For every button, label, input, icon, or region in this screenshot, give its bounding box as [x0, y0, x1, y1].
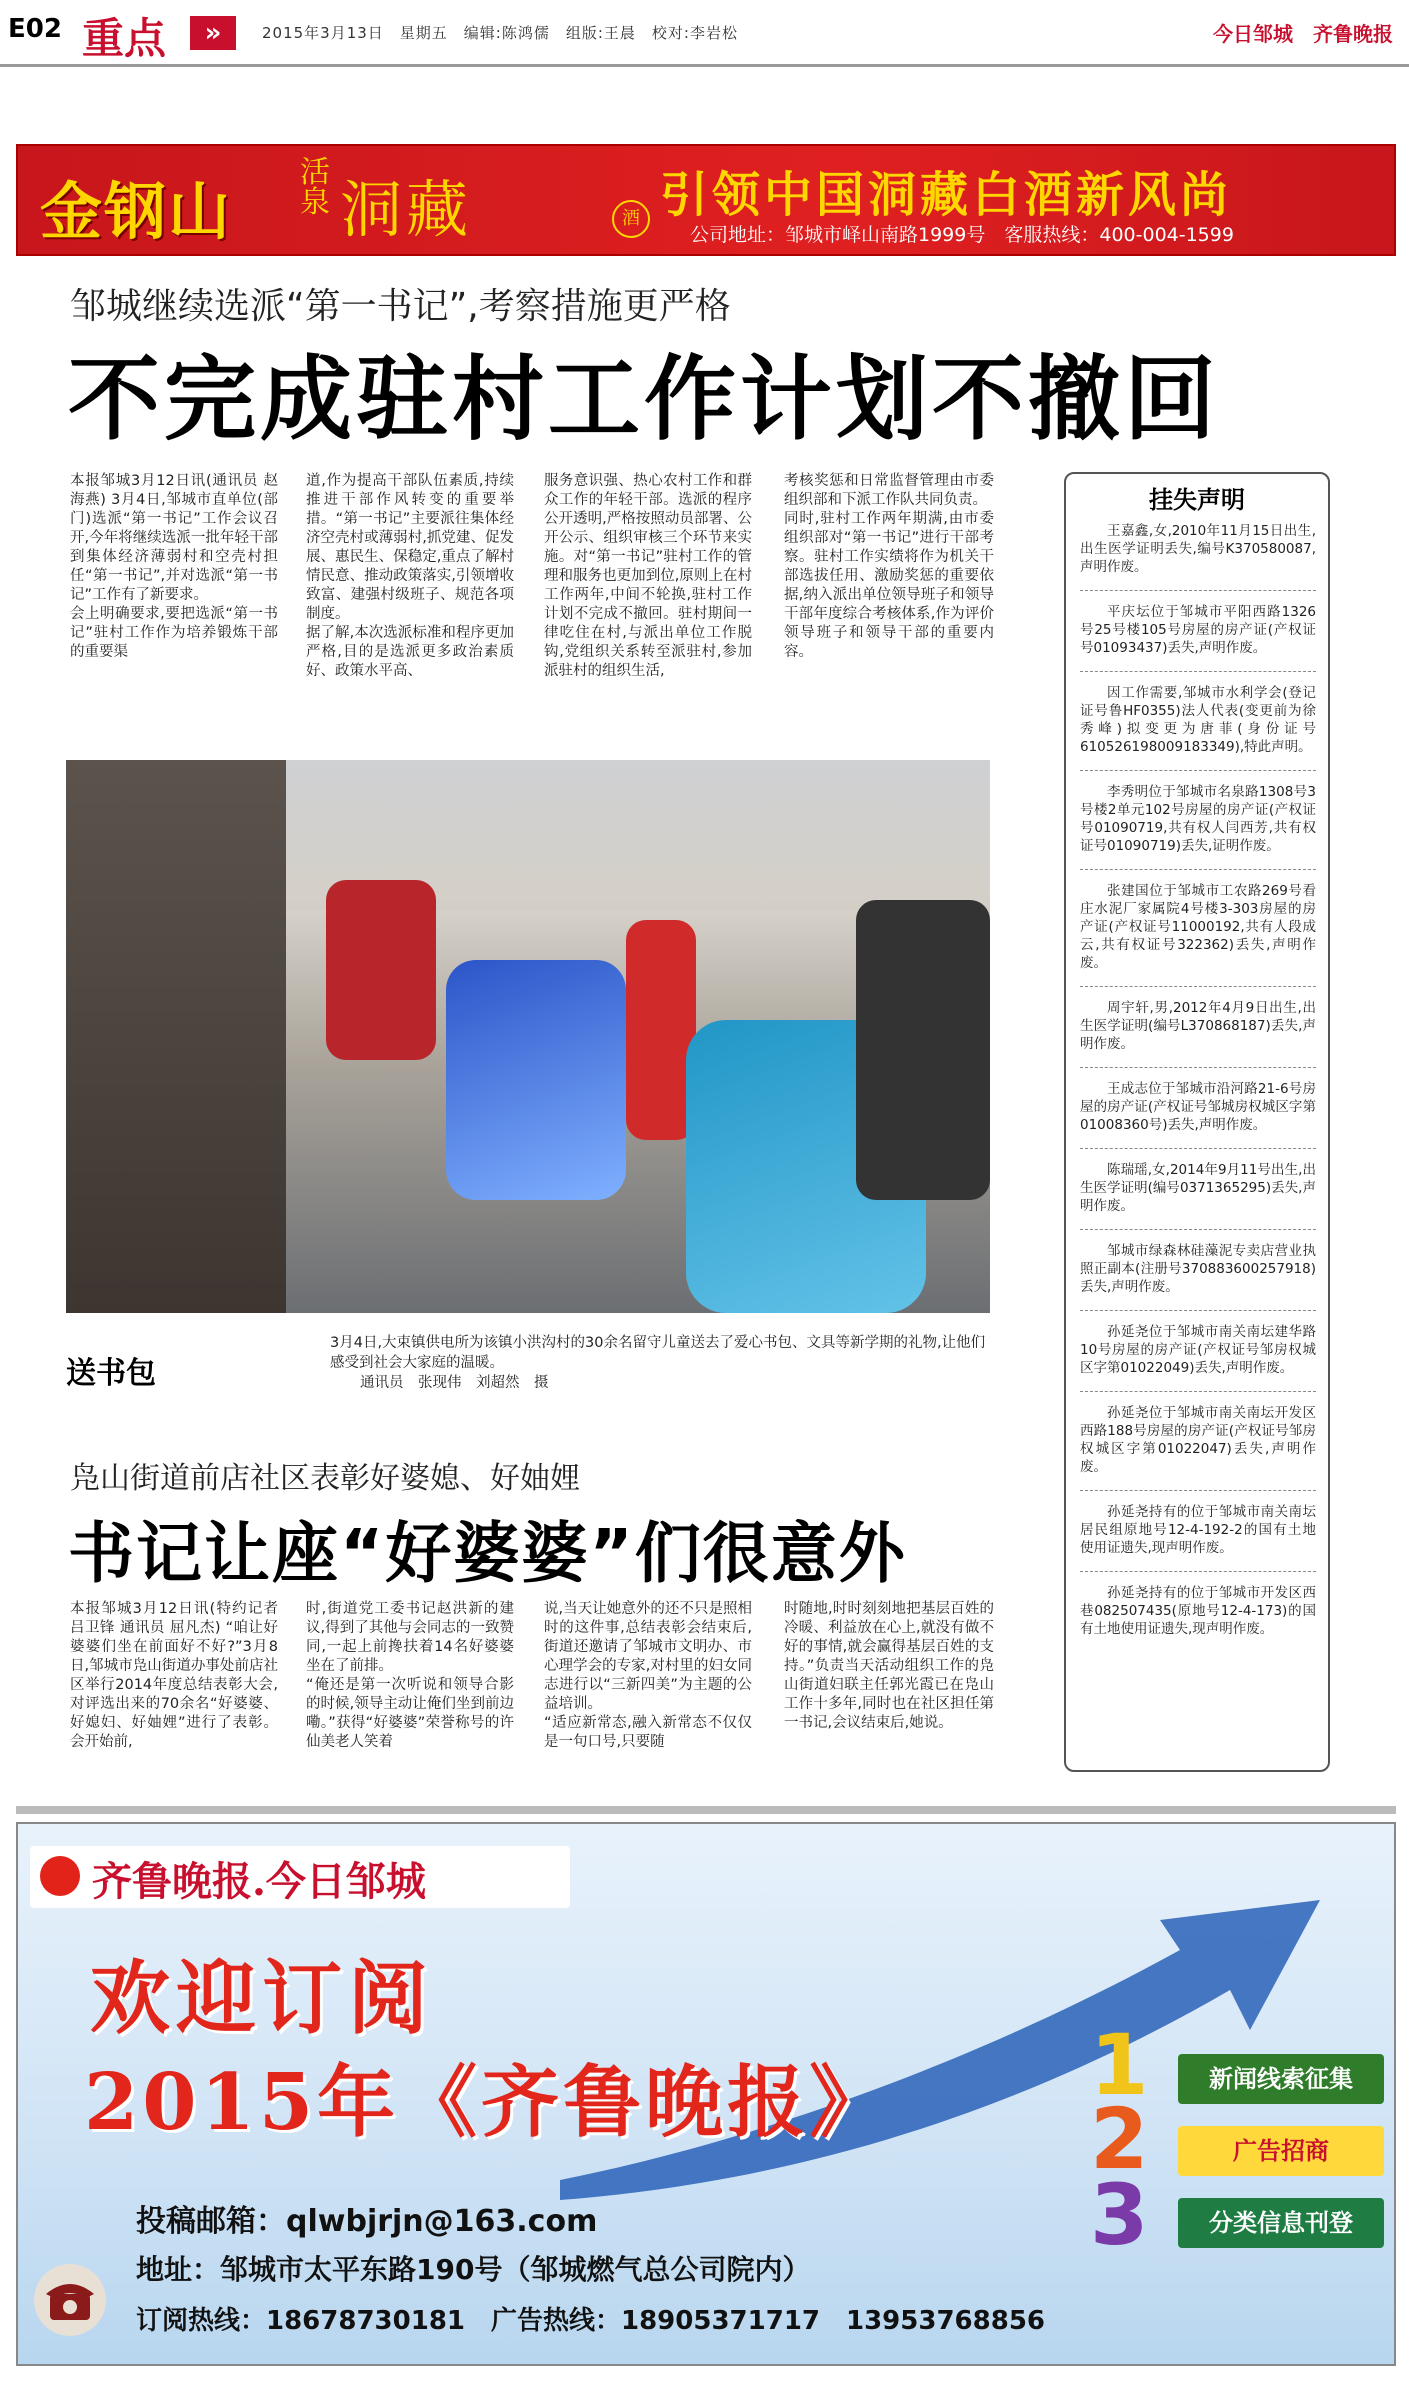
notice-item: 王嘉鑫,女,2010年11月15日出生,出生医学证明丢失,编号K370580087,声明作废。	[1080, 523, 1316, 575]
ad-hotline-row: 订阅热线：18678730181 广告热线：18905371717 13953768856	[136, 2306, 1045, 2336]
notice-list	[1080, 522, 1316, 1652]
tag-classified: 分类信息刊登	[1178, 2198, 1384, 2248]
ad-brand: 金钢山	[40, 175, 233, 248]
notice-divider	[1080, 1490, 1316, 1491]
notice-divider	[1080, 590, 1316, 591]
notice-divider	[1080, 1310, 1316, 1311]
ad-welcome: 欢迎订阅	[90, 1951, 434, 2045]
issue-meta: 2015年3月13日 星期五 编辑:陈鸿儒 组版:王晨 校对:李岩松	[262, 24, 738, 42]
paper-name: 今日邹城 齐鲁晚报	[1213, 22, 1393, 46]
notice-item: 孙延尧位于邹城市南关南坛建华路10号房屋的房产证(产权证号邹房权城区字第01022049)丢失,声明作废。	[1080, 1324, 1316, 1376]
article2-column-1: 本报邹城3月12日讯(特约记者 吕卫锋 通讯员 屈凡杰) “咱让好婆婆们坐在前面好不好?”3月8日,邹城市凫山街道办事处前店社区举行2014年度总结表彰大会,对评选出来的70余名“好婆婆、好媳妇、好妯娌”进行了表彰。会开始前,	[70, 1601, 278, 1750]
article1-column-1: 本报邹城3月12日讯(通讯员 赵海燕) 3月4日,邹城市直单位(部门)选派“第一书记”工作会议召开,今年将继续选派一批年轻干部到集体经济薄弱村和空壳村担任“第一书记”,并对选派“第一书记”工作有了新要求。 会上明确要求,要把选派“第一书记”驻村工作作为培养锻炼干部的重要渠	[70, 473, 278, 660]
step-number-3: 3	[1090, 2166, 1149, 2264]
notice-item: 孙延尧持有的位于邹城市南关南坛居民组原地号12-4-192-2的国有土地使用证遗失,现声明作废。	[1080, 1504, 1316, 1556]
notice-divider	[1080, 1229, 1316, 1230]
notice-item: 周宇轩,男,2012年4月9日出生,出生医学证明(编号L370868187)丢失,声明作废。	[1080, 1000, 1316, 1052]
notice-divider	[1080, 770, 1316, 771]
notice-item: 孙延尧持有的位于邹城市开发区西巷082507435(原地号12-4-173)的国有土地使用证遗失,现声明作废。	[1080, 1585, 1316, 1637]
ad-email-row	[136, 2196, 597, 2240]
article1-column-4: 考核奖惩和日常监督管理由市委组织部和下派工作队共同负责。 同时,驻村工作两年期满,由市委组织部对“第一书记”进行干部考察。驻村工作实绩将作为机关干部选拔任用、激励奖惩的重要依据,纳入派出单位领导班子和领导干部年度综合考核体系,作为评价领导班子和领导干部的重要内容。	[784, 473, 994, 660]
step-number-1: 1	[1090, 2016, 1149, 2114]
page-number: E02	[8, 14, 62, 44]
email-label: 投稿邮箱：	[136, 2204, 286, 2239]
notice-item: 李秀明位于邹城市名泉路1308号3号楼2单元102号房屋的房产证(产权证号01090719,共有权人闫西芳,共有权证号01090719)丢失,证明作废。	[1080, 784, 1316, 854]
step-number-2: 2	[1090, 2090, 1149, 2188]
notice-item: 孙延尧位于邹城市南关南坛开发区西路188号房屋的房产证(产权证号邹房权城区字第01022047)丢失,声明作废。	[1080, 1405, 1316, 1475]
tag-ad-recruit: 广告招商	[1178, 2126, 1384, 2176]
section-arrow-icon: »	[190, 16, 236, 50]
photo-caption-text: 3月4日,大束镇供电所为该镇小洪沟村的30余名留守儿童送去了爱心书包、文具等新学期的礼物,让他们感受到社会大家庭的温暖。	[330, 1335, 986, 1371]
photo-title: 送书包	[66, 1356, 156, 1391]
ad-seal-icon: 酒	[612, 200, 650, 238]
notice-divider	[1080, 1148, 1316, 1149]
article1-headline: 不完成驻村工作计划不撤回	[68, 346, 1221, 453]
ad-year: 2015年《齐鲁晚报》	[84, 2057, 892, 2148]
article2-column-2: 时,街道党工委书记赵洪新的建议,得到了其他与会同志的一致赞同,一起上前搀扶着14名好婆婆坐在了前排。 “俺还是第一次听说和领导合影的时候,领导主动让俺们坐到前边嘞。”获得“好婆婆”荣誉称号的许仙美老人笑着	[306, 1601, 514, 1750]
notice-divider	[1080, 1571, 1316, 1572]
notice-item: 王成志位于邹城市沿河路21-6号房屋的房产证(产权证号邹城房权城区字第01008360号)丢失,声明作废。	[1080, 1081, 1316, 1133]
notice-title: 挂失声明	[1149, 486, 1245, 514]
article2-column-3: 说,当天让她意外的还不只是照相时的这件事,总结表彰会结束后,街道还邀请了邹城市文明办、市心理学会的专家,对村里的妇女同志进行以“三新四美”为主题的公益培训。 “适应新常态,融入新常态不仅仅是一句口号,只要随	[544, 1601, 752, 1750]
notice-item: 张建国位于邹城市工农路269号看庄水泥厂家属院4号楼3-303房屋的房产证(产权证号11000192,共有人段成云,共有权证号322362)丢失,声明作废。	[1080, 883, 1316, 971]
notice-item: 陈瑞瑶,女,2014年9月11号出生,出生医学证明(编号0371365295)丢失,声明作废。	[1080, 1162, 1316, 1214]
ad-product-name: 洞藏	[340, 173, 473, 246]
tag-news-tips: 新闻线索征集	[1178, 2054, 1384, 2104]
ad-logo-text: 齐鲁晚报.今日邹城	[92, 1858, 426, 1905]
article2-subhead: 凫山街道前店社区表彰好婆媳、好妯娌	[70, 1461, 580, 1496]
telephone-icon	[34, 2264, 106, 2336]
notice-item: 因工作需要,邹城市水利学会(登记证号鲁HF0355)法人代表(变更前为徐秀峰)拟变更为唐菲(身份证号610526198009183349),特此声明。	[1080, 685, 1316, 755]
notice-divider	[1080, 1067, 1316, 1068]
notice-divider	[1080, 869, 1316, 870]
article1-subhead: 邹城继续选派“第一书记”,考察措施更严格	[70, 286, 731, 327]
notice-item: 平庆坛位于邹城市平阳西路1326号25号楼105号房屋的房产证(产权证号01093437)丢失,声明作废。	[1080, 604, 1316, 656]
notice-divider	[1080, 671, 1316, 672]
email-value: qlwbjrjn@163.com	[286, 2204, 598, 2239]
ad-brand-small: 活泉	[300, 155, 330, 220]
section-title: 重点	[82, 14, 167, 63]
photo-caption	[330, 1333, 990, 1393]
header-divider	[0, 64, 1409, 67]
article1-column-3: 服务意识强、热心农村工作和群众工作的年轻干部。选派的程序公开透明,严格按照动员部署、公开公示、组织审核三个环节来实施。对“第一书记”驻村工作的管理和服务也更加到位,原则上在村工作两年,中间不轮换,驻村工作计划不完成不撤回。驻村期间一律吃住在村,与派出单位工作脱钩,党组织关系转至派驻村,参加派驻村的组织生活,	[544, 473, 752, 679]
news-photo	[66, 760, 990, 1313]
photo-credit: 通讯员 张现伟 刘超然 摄	[360, 1375, 549, 1391]
ad-slogan: 引领中国洞藏白酒新风尚	[660, 167, 1233, 223]
article2-column-4: 时随地,时时刻刻地把基层百姓的冷暖、利益放在心上,就没有做不好的事情,就会赢得基层百姓的支持。”负责当天活动组织工作的凫山街道妇联主任郭光霞已在凫山工作十多年,同时也在社区担任第一书记,会议结束后,她说。	[784, 1601, 994, 1731]
logo-mark-icon	[40, 1856, 80, 1896]
notice-divider	[1080, 1391, 1316, 1392]
notice-item: 邹城市绿森林硅藻泥专卖店营业执照正副本(注册号370883600257918)丢失,声明作废。	[1080, 1243, 1316, 1295]
ad-divider	[16, 1806, 1396, 1814]
ad-address: 公司地址：邹城市峄山南路1999号 客服热线：400-004-1599	[690, 224, 1234, 246]
article2-headline: 书记让座“好婆婆”们很意外	[68, 1515, 907, 1592]
ad-address-row: 地址：邹城市太平东路190号（邹城燃气总公司院内）	[136, 2253, 811, 2286]
notice-divider	[1080, 986, 1316, 987]
article1-column-2: 道,作为提高干部队伍素质,持续推进干部作风转变的重要举措。“第一书记”主要派往集体经济空壳村或薄弱村,抓党建、促发展、惠民生、保稳定,重点了解村情民意、推动政策落实,引领增收致富、建强村级班子、规范各项制度。 据了解,本次选派标准和程序更加严格,目的是选派更多政治素质好、政策水平高、	[306, 473, 514, 679]
